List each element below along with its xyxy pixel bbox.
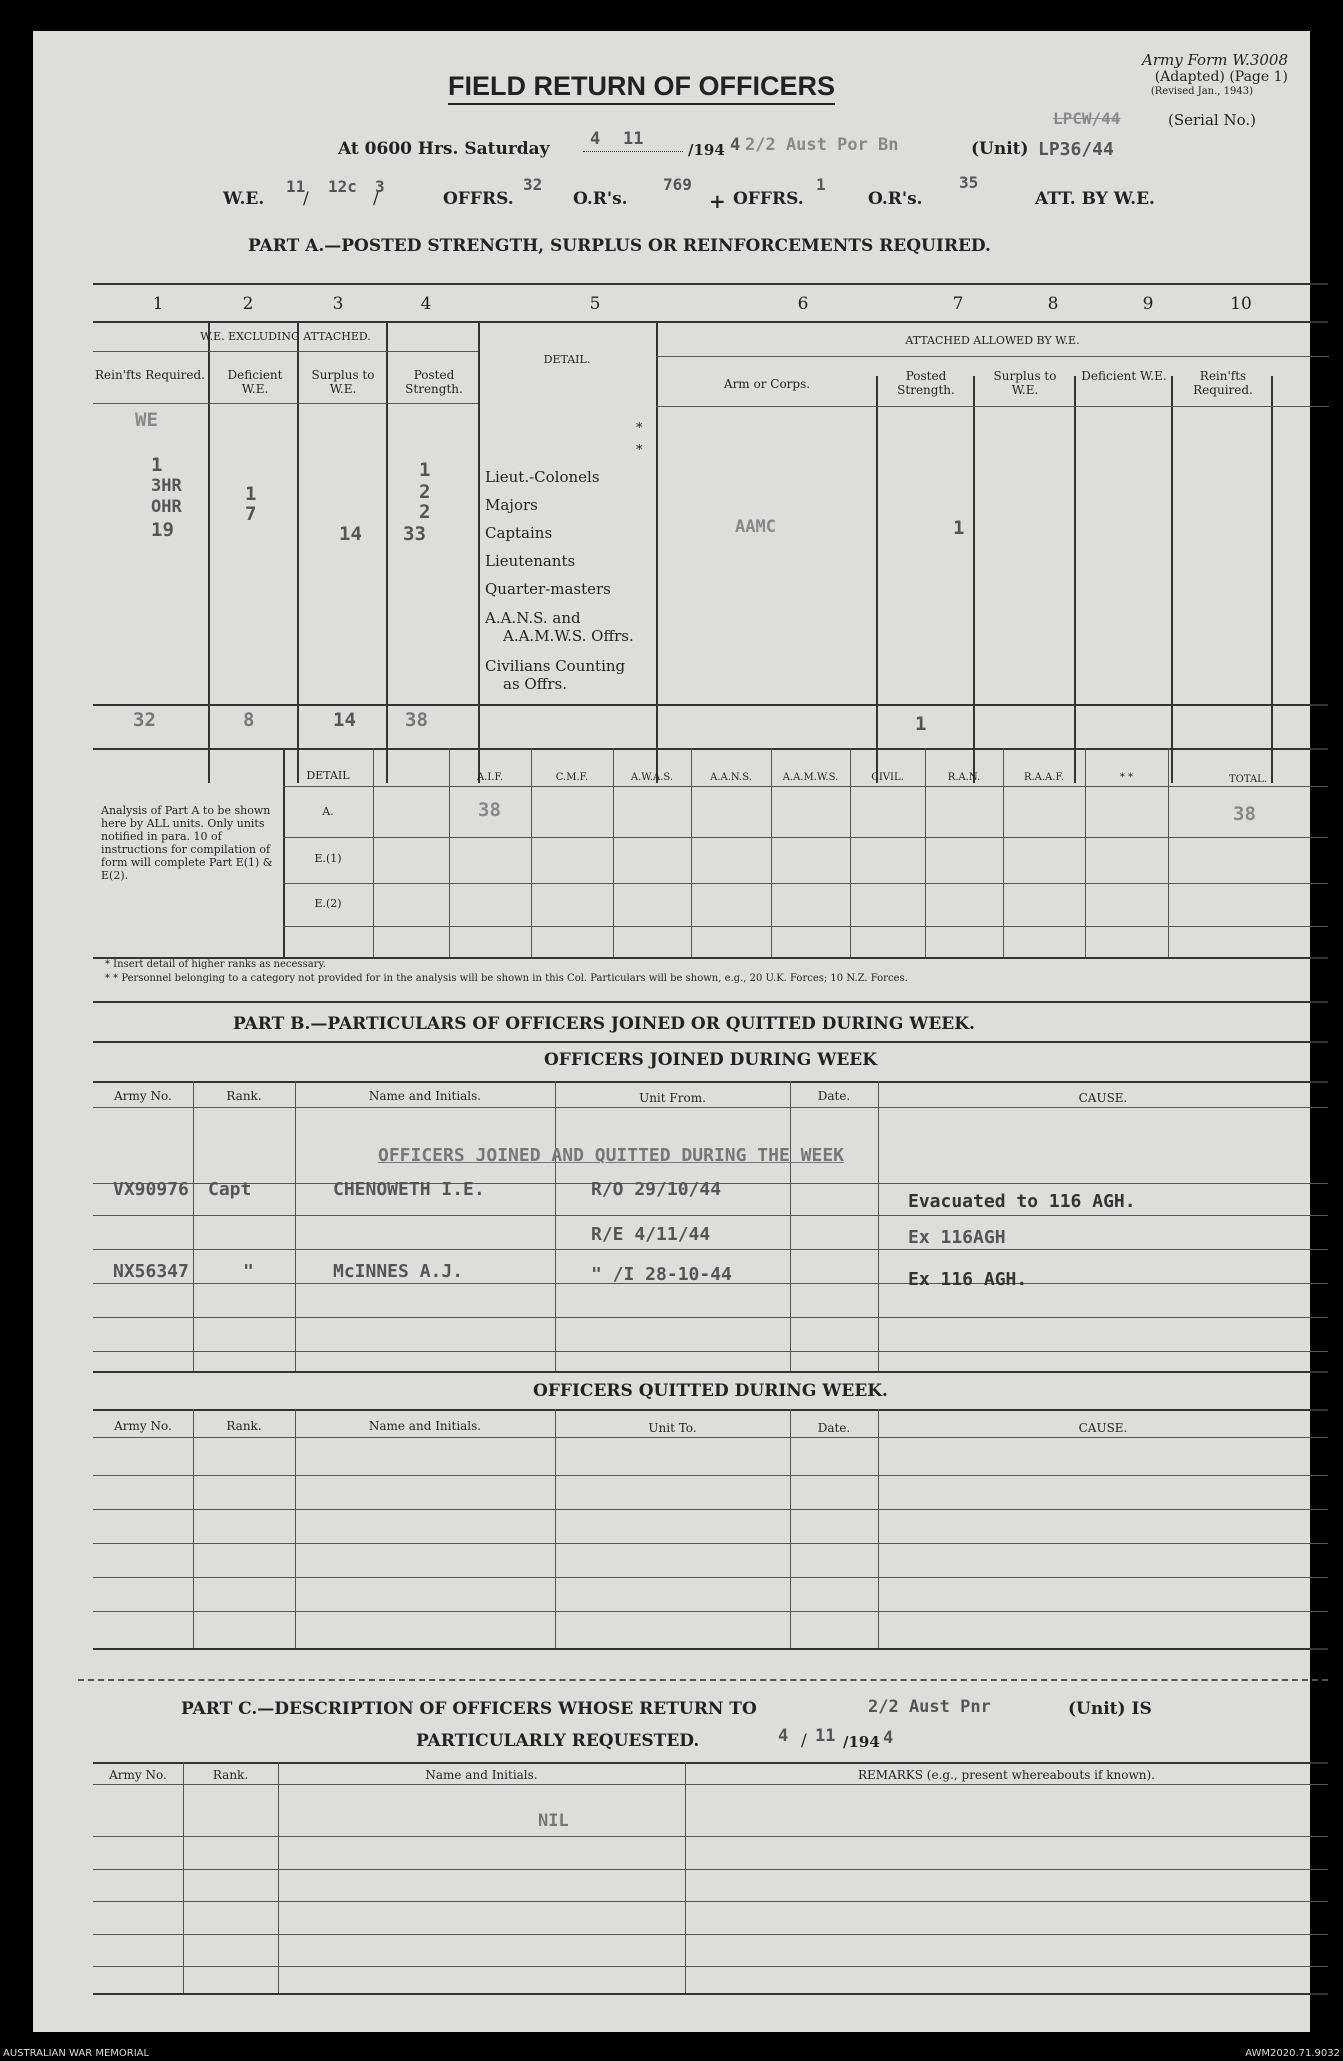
footer-right: AWM2020.71.9032 [1245, 2048, 1340, 2059]
offrs-label: OFFRS. [443, 189, 514, 209]
offrs2-value: 1 [816, 175, 826, 194]
attached-allowed-header: ATTACHED ALLOWED BY W.E. [905, 334, 1080, 347]
part-c-unit: 2/2 Aust Pnr [868, 1697, 991, 1717]
part-a-title: PART A.—POSTED STRENGTH, SURPLUS OR REINFORCEMENTS REQUIRED. [248, 236, 991, 256]
serial-struck: LPCW/44 [1053, 109, 1121, 128]
part-c-year-prefix: /194 [843, 1733, 880, 1751]
joined-armyno: VX90976 [113, 1179, 189, 1200]
col1-value: 3HR [151, 476, 182, 496]
offrs-value: 32 [523, 175, 543, 194]
year-prefix: /194 [688, 141, 725, 159]
surplus2-header: Surplus to W.E. [993, 369, 1057, 397]
analysis-row-a: A. [322, 805, 334, 818]
we-label: W.E. [223, 189, 265, 209]
quitted-title: OFFICERS QUITTED DURING WEEK. [533, 1381, 888, 1401]
rule [93, 283, 1328, 285]
joined-unit: R/E 4/11/44 [591, 1224, 711, 1245]
joined-cause: Evacuated to 116 AGH. [908, 1191, 1136, 1212]
ors-label: O.R's. [573, 189, 628, 209]
ors2-value: 35 [959, 173, 979, 192]
total-col2: 8 [243, 709, 255, 731]
col1-value: 1 [151, 454, 163, 476]
unit-value: 2/2 Aust Por Bn [745, 135, 899, 155]
total-col3: 14 [333, 709, 356, 731]
surplus-header: Surplus to W.E. [311, 368, 375, 396]
ors2-label: O.R's. [868, 189, 923, 209]
reinfts-header: Rein'fts Required. [95, 368, 205, 382]
arm-header: Arm or Corps. [723, 377, 811, 391]
analysis-row-e2: E.(2) [314, 897, 342, 910]
joined-unit: R/O 29/10/44 [591, 1179, 722, 1200]
part-c-year-suffix: 4 [883, 1728, 894, 1748]
col4-value: 2 [419, 481, 431, 503]
deficient2-header: Deficient W.E. [1081, 369, 1167, 383]
analysis-row-e1: E.(1) [314, 852, 342, 865]
detail-header: DETAIL. [543, 353, 591, 366]
arm-value: AAMC [735, 517, 776, 537]
analysis-note: Analysis of Part A to be shown here by ALL units. Only units notified in para. 10 of instructions for compilation of form will complete Part E(1) & E(2). [101, 804, 273, 882]
joined-armyno: NX56347 [113, 1261, 189, 1282]
joined-name: McINNES A.J. [333, 1261, 464, 1282]
cut-line [78, 1679, 1328, 1681]
att-label: ATT. BY W.E. [1035, 189, 1155, 209]
form-title: FIELD RETURN OF OFFICERS [448, 71, 835, 105]
unit-label: (Unit) [971, 139, 1029, 159]
col4-value: 1 [419, 459, 431, 481]
posted-header: Posted Strength. [405, 368, 463, 396]
adapted-label: (Adapted) (Page 1) [1154, 69, 1288, 85]
total-col7: 1 [915, 713, 927, 735]
typed-heading: OFFICERS JOINED AND QUITTED DURING THE WEEK [378, 1145, 844, 1166]
total-a-value: 38 [1233, 803, 1256, 825]
serial-label: (Serial No.) [1168, 111, 1256, 129]
form-page: Army Form W.3008 (Adapted) (Page 1) (Revised Jan., 1943) LPCW/44 (Serial No.) FIELD RETURN OF OFFICERS At 0600 Hrs. Saturday 4 11 /194 4 2/2 Aust Por Bn (Unit) LP36/44 W.E. 11 / 12c / 3 OFFRS. 32 O.R's. 769 + OFFRS. 1 O.R's. 35 ATT. BY W.E. PART A.—POSTED STRENGTH, SURPLUS OR REINFORCEMENTS REQUIRED. 1 2 3 4 5 6 7 8 9 10 W.E. EXCLUDING ATTACHED. ATTACHED ALLOWED BY W.E. DETAIL. Rein'fts Required. Deficient W.E. Surplus to W.E. Posted Strength. Arm or Corps. Posted Strength. Surplus to W.E. Deficient W.E. Rein'fts Required. Lieut.-Colonels Majors Captains Lieutenants Quarter-masters A.A.N.S. and A.A.M.W.S. Offrs. Civilians Counting as Offrs. * * WE 1 3HR OHR 19 1 7 14 1 2 2 33 AAMC 1 32 8 14 38 1 Analysis of Part A to be shown here by ALL units. Only units notified in para. 10 of instructions for compilation of form will complete Part E(1) & E(2). DETAIL A.I.F. C.M.F. A.W.A.S. A.A.N.S. A.A.M.W.S. CIVIL. R.A.N. R.A.A.F. * * TOTAL. A. E.(1) E.(2) 38 38 * Insert detail of higher ranks as necessary. * * Personnel belonging to a category not provided for in the analysis will be shown in this Col. Particulars will be shown, e.g., 20 U.K. Forces; 10 N.Z. Forces. PART B.—PARTICULARS OF OFFICERS JOINED OR QUITTED DURING WEEK. OFFICERS JOINED DURING WEEK Army No. Rank. Name and Initials. Unit From. Date. CAUSE. OFFICERS JOINED AND QUITTED DURING THE WEEK VX90976 Capt CHENOWETH I.E. R/O 29/10/44 Evacuated to 116 AGH. R/E 4/11/44 Ex 116AGH NX56347 " McINNES A.J. " /I 28-10-44 Ex 116 AGH. OFFICERS QUITTED DURING WEEK. Army No. Rank. Name and Initials. Unit To. Date. CAUSE. PART C.—DESCRIPTION OF OFFICERS WHOSE RETURN TO 2/2 Aust Pnr (Unit) IS PARTICULARLY REQUESTED. 4 / 11 /194 4 Army No. Rank. Name and Initials. REMARKS (e.g., present whereabouts if known). NIL [33, 31, 1310, 2032]
joined-cause: Ex 116 AGH. [908, 1269, 1028, 1290]
part-c-nil: NIL [538, 1811, 569, 1831]
total-col4: 38 [405, 709, 428, 731]
col4-value: 2 [419, 501, 431, 523]
total-col1: 32 [133, 709, 156, 731]
posted2-header: Posted Strength. [897, 369, 955, 397]
we-3: 3 [375, 177, 385, 196]
rank-list: Lieut.-Colonels Majors Captains Lieutenants Quarter-masters A.A.N.S. and A.A.M.W.S. Offrs. Civilians Counting as Offrs. [485, 468, 634, 693]
part-c-month: 11 [815, 1726, 836, 1746]
col1-value: OHR [151, 497, 182, 517]
at-label: At 0600 Hrs. Saturday [338, 139, 550, 159]
footnote-1: * Insert detail of higher ranks as necessary. [105, 959, 326, 970]
joined-cause: Ex 116AGH [908, 1227, 1006, 1248]
part-c-day: 4 [778, 1726, 789, 1746]
joined-title: OFFICERS JOINED DURING WEEK [543, 1050, 878, 1070]
we-2: 12c [328, 177, 357, 196]
date-day: 4 [590, 129, 601, 149]
reinfts2-header: Rein'fts Required. [1193, 369, 1253, 397]
army-form-label: Army Form W.3008 [1142, 51, 1288, 69]
joined-rank: " [243, 1261, 254, 1282]
year-suffix: 4 [730, 135, 741, 155]
star-note: * [636, 443, 643, 458]
col2-value: 7 [245, 503, 257, 525]
unit-code: LP36/44 [1038, 139, 1114, 160]
col2-value: 1 [245, 483, 257, 505]
offrs2-label: OFFRS. [733, 189, 804, 209]
col1-we: WE [135, 409, 158, 431]
part-c-line2: PARTICULARLY REQUESTED. [416, 1731, 700, 1751]
star-note: * [636, 421, 643, 436]
col3-value: 14 [339, 523, 362, 545]
part-b-title: PART B.—PARTICULARS OF OFFICERS JOINED OR QUITTED DURING WEEK. [233, 1014, 975, 1034]
joined-rank: Capt [208, 1179, 252, 1200]
col1-value: 19 [151, 519, 174, 541]
part-c-line1-end: (Unit) IS [1068, 1699, 1152, 1719]
we-excluding-header: W.E. EXCLUDING ATTACHED. [200, 330, 371, 343]
part-c-line1: PART C.—DESCRIPTION OF OFFICERS WHOSE RETURN TO [181, 1699, 757, 1719]
date-dots [583, 151, 683, 152]
date-month: 11 [623, 129, 644, 149]
col4-value: 33 [403, 523, 426, 545]
footer-left: AUSTRALIAN WAR MEMORIAL [3, 2048, 150, 2059]
joined-name: CHENOWETH I.E. [333, 1179, 485, 1200]
ors-value: 769 [663, 175, 692, 194]
footnote-2: * * Personnel belonging to a category not provided for in the analysis will be shown in this Col. Particulars will be shown, e.g., 20 U.K. Forces; 10 N.Z. Forces. [105, 973, 908, 984]
att-posted-value: 1 [953, 517, 965, 539]
revised-label: (Revised Jan., 1943) [1150, 86, 1253, 97]
aif-a-value: 38 [478, 799, 501, 821]
joined-unit: " /I 28-10-44 [591, 1264, 732, 1285]
plus-sign: + [709, 189, 726, 213]
deficient-header: Deficient W.E. [227, 368, 283, 396]
we-1: 11 [286, 177, 306, 196]
